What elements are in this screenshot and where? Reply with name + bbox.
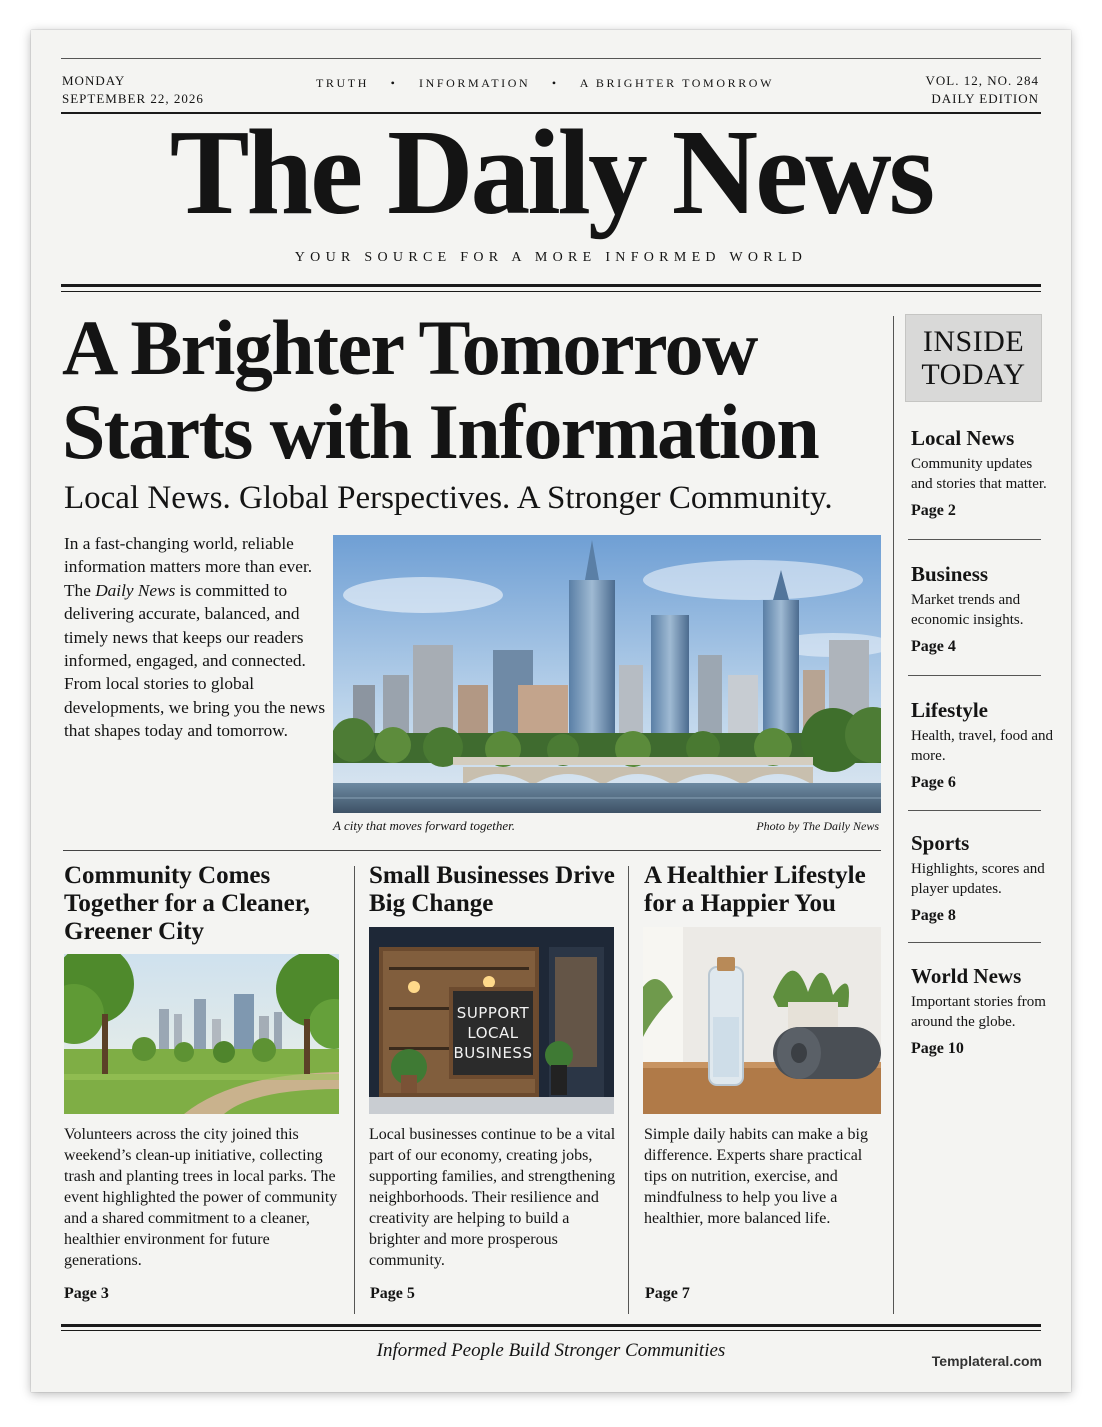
inside-today-line1: INSIDE [922, 325, 1025, 358]
volume-number: VOL. 12, NO. 284 [925, 73, 1039, 88]
top-thin-rule [61, 58, 1041, 59]
sidebar-item-page[interactable]: Page 6 [911, 774, 956, 791]
sign-line-2: LOCAL [467, 1024, 519, 1042]
inside-today-box [905, 314, 1042, 402]
sidebar-item-page[interactable]: Page 4 [911, 638, 956, 655]
lead-photo-city-skyline [333, 535, 881, 813]
lead-headline-line2: Starts with Information [62, 388, 819, 475]
motto-brighter: A BRIGHTER TOMORROW [579, 76, 774, 90]
footer-rule-thick [61, 1324, 1041, 1327]
sidebar-rule [908, 810, 1041, 811]
sidebar-item-page[interactable]: Page 8 [911, 907, 956, 924]
sidebar-item-business[interactable] [911, 562, 1056, 656]
footer-slogan: Informed People Build Stronger Communities [376, 1340, 726, 1361]
sidebar-item-lifestyle[interactable] [911, 698, 1056, 792]
lead-body-paper-name: Daily News [95, 580, 176, 600]
sidebar-item-world-news[interactable] [911, 964, 1061, 1058]
sidebar-item-title: World News [911, 964, 1022, 988]
motto-bar [300, 76, 790, 91]
support-local-business-sign [449, 987, 537, 1079]
sidebar-item-desc: Highlights, scores and player updates. [911, 861, 1045, 897]
issue-date [62, 72, 204, 108]
sidebar-item-desc: Important stories from around the globe. [911, 994, 1046, 1030]
story-headline-lifestyle: A Healthier Lifestyle for a Happier You [644, 862, 866, 917]
story-headline-business: Small Businesses Drive Big Change [369, 862, 615, 917]
issue-day: MONDAY [62, 73, 126, 88]
sidebar-item-page[interactable]: Page 2 [911, 502, 956, 519]
sidebar-item-title: Local News [911, 426, 1015, 450]
lead-photo-credit: Photo by The Daily News [756, 819, 879, 833]
story-body-lifestyle: Simple daily habits can make a big difference. Experts share practical tips on nutrition, exercise, and mindfulness to help you live a healthier, more balanced life. [644, 1126, 868, 1227]
story-photo-water-bottle [643, 927, 881, 1114]
issue-volume [926, 72, 1040, 108]
sign-line-3: BUSINESS [453, 1044, 533, 1062]
motto-information: INFORMATION [419, 76, 531, 90]
sidebar-item-title: Sports [911, 831, 970, 855]
lead-body [64, 532, 326, 743]
motto-separator: • [551, 76, 559, 90]
sidebar-rule [908, 539, 1041, 540]
column-divider [628, 866, 629, 1314]
inside-today-line2: TODAY [921, 358, 1026, 391]
issue-date-text: SEPTEMBER 22, 2026 [62, 91, 204, 106]
story-page-lifestyle[interactable]: Page 7 [645, 1285, 690, 1302]
masthead-rule-thick [61, 284, 1041, 287]
column-divider [354, 866, 355, 1314]
lead-body-text-rest: is committed to delivering accurate, balanced, and timely news that keeps our readers informed, engaged, and connected. From local stories to global developments, we bring you the news that shapes today and tomorrow. [64, 580, 326, 741]
motto-separator: • [390, 76, 398, 90]
sidebar-item-title: Lifestyle [911, 698, 988, 722]
story-page-community[interactable]: Page 3 [64, 1285, 109, 1302]
section-divider [63, 850, 881, 851]
sidebar-item-sports[interactable] [911, 831, 1056, 925]
footer-rule-thin [61, 1330, 1041, 1331]
story-page-business[interactable]: Page 5 [370, 1285, 415, 1302]
sidebar-rule [908, 942, 1041, 943]
sidebar-item-desc: Health, travel, food and more. [911, 728, 1054, 764]
lead-subhead: Local News. Global Perspectives. A Stronger Community. [64, 480, 833, 516]
sidebar-item-title: Business [911, 562, 989, 586]
story-body-business: Local businesses continue to be a vital part of our economy, creating jobs, supporting families, and strengthening neighborhoods. Their resilience and creativity are helping to build a brighter and more prosperous community. [369, 1126, 616, 1269]
story-headline-community: Community Comes Together for a Cleaner, Greener City [64, 862, 310, 945]
sidebar-item-desc: Community updates and stories that matter. [911, 456, 1047, 492]
lead-headline [62, 306, 818, 474]
masthead-tagline: YOUR SOURCE FOR A MORE INFORMED WORLD [294, 250, 808, 265]
story-photo-park [64, 954, 339, 1114]
sidebar-divider [893, 316, 894, 1314]
edition-label: DAILY EDITION [931, 91, 1039, 106]
footer-brand[interactable]: Templateral.com [931, 1353, 1042, 1369]
story-body-community: Volunteers across the city joined this weekend’s clean-up initiative, collecting trash and planting trees in local parks. The event highlighted the power of community and a shared commitment to a cleaner, healthier environment for future generations. [64, 1126, 338, 1269]
sidebar-rule [908, 675, 1041, 676]
lead-headline-line1: A Brighter Tomorrow [62, 304, 757, 391]
masthead-rule-thin [61, 291, 1041, 292]
sidebar-item-local-news[interactable] [911, 426, 1056, 520]
story-photo-storefront [369, 927, 614, 1114]
masthead-title: The Daily News [169, 105, 933, 240]
lead-body-text: In a fast-changing world, reliable information matters more than ever. The [64, 534, 313, 600]
sidebar-item-desc: Market trends and economic insights. [911, 592, 1024, 628]
sidebar-item-page[interactable]: Page 10 [911, 1040, 964, 1057]
motto-truth: TRUTH [316, 76, 369, 90]
sign-line-1: SUPPORT [456, 1004, 530, 1022]
lead-photo-caption: A city that moves forward together. [333, 818, 515, 833]
